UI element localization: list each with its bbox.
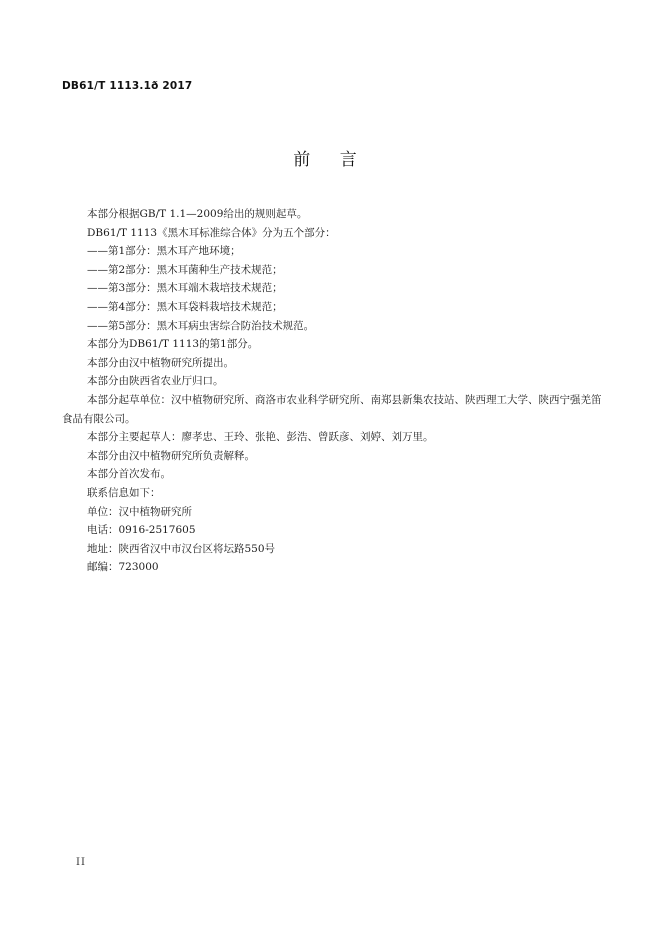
preface-paragraph: 本部分为DB61/T 1113的第1部分。: [87, 338, 259, 351]
part-list-item: ——第1部分：黑木耳产地环境；: [87, 245, 241, 258]
contact-address: 地址：陕西省汉中市汉台区将坛路550号: [87, 542, 276, 555]
contact-postcode: 邮编：723000: [87, 561, 159, 574]
preface-paragraph: 本部分由汉中植物研究所提出。: [87, 356, 234, 369]
page-title: 前 言: [293, 150, 369, 170]
drafters: 本部分主要起草人：廖孝忠、王玲、张艳、彭浩、曾跃彦、刘婷、刘万里。: [87, 431, 434, 444]
preface-paragraph: DB61/T 1113《黑木耳标准综合体》分为五个部分：: [87, 226, 336, 239]
drafting-units: 本部分起草单位：汉中植物研究所、商洛市农业科学研究所、南郑县新集农技站、陕西理工大学、陕西宁强羌笛食品有限公司。: [62, 393, 602, 425]
preface-paragraph: 本部分由陕西省农业厅归口。: [87, 375, 224, 388]
part-list-item: ——第2部分：黑木耳菌种生产技术规范；: [87, 263, 283, 276]
part-list-item: ——第3部分：黑木耳端木栽培技术规范；: [87, 282, 283, 295]
preface-paragraph: 本部分根据GB/T 1.1—2009给出的规则起草。: [87, 208, 308, 220]
page-number: II: [76, 857, 86, 868]
contact-heading: 联系信息如下：: [87, 486, 161, 499]
preface-paragraph: 本部分由汉中植物研究所负责解释。: [87, 449, 255, 462]
document-code: DB61/T 1113.1ð 2017: [62, 80, 193, 92]
part-list-item: ——第4部分：黑木耳袋料栽培技术规范；: [87, 300, 283, 313]
preface-body: [62, 205, 602, 577]
contact-unit: 单位：汉中植物研究所: [87, 505, 192, 518]
contact-phone: 电话：0916-2517605: [87, 524, 196, 537]
preface-paragraph: 本部分首次发布。: [87, 468, 171, 481]
part-list-item: ——第5部分：黑木耳病虫害综合防治技术规范。: [87, 319, 315, 332]
